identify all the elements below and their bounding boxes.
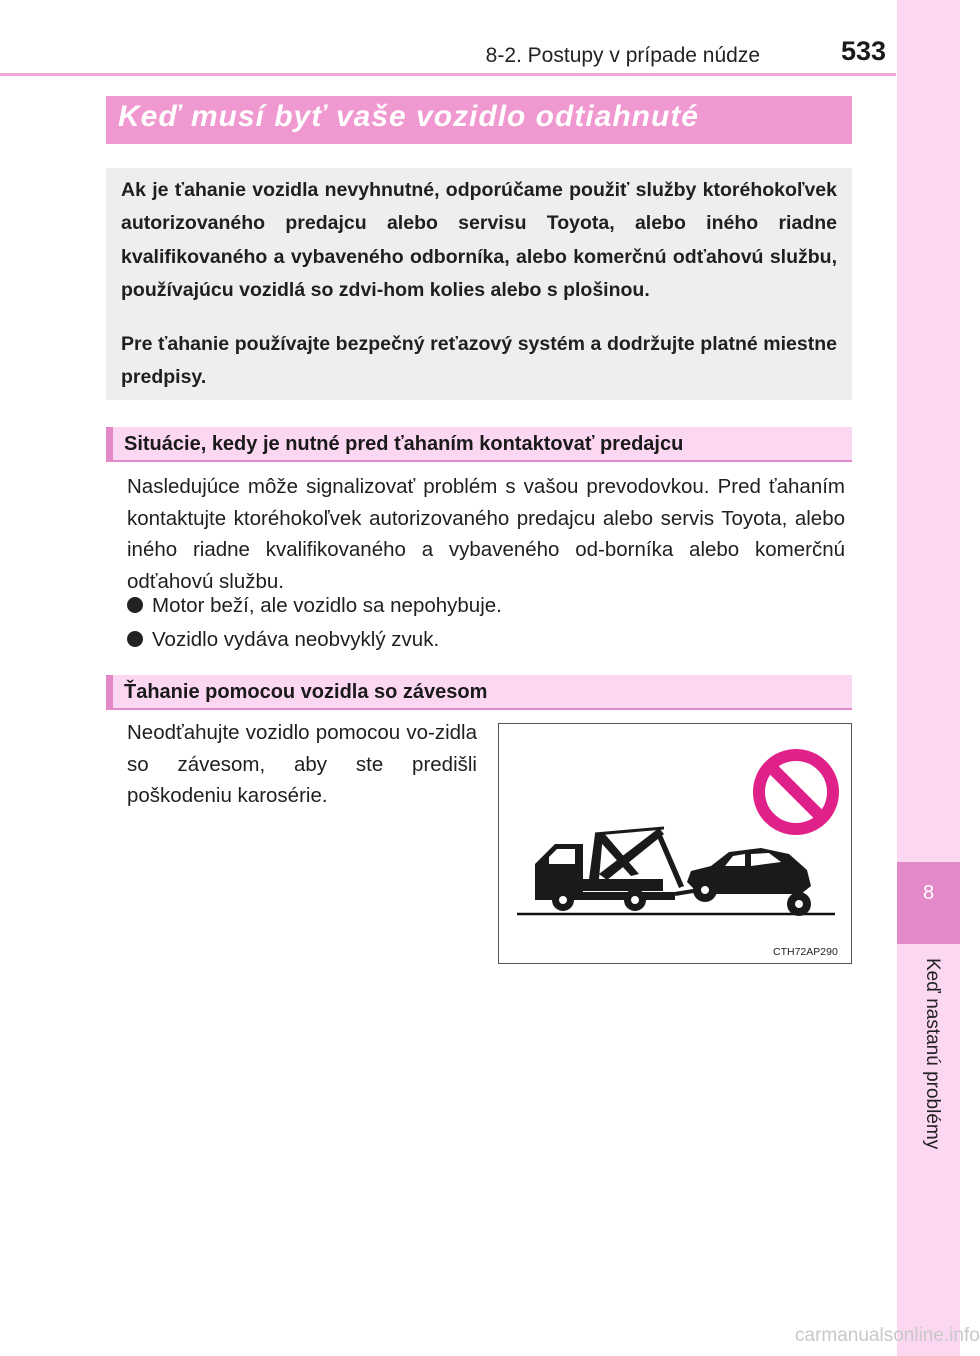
car-icon <box>687 848 811 916</box>
chapter-label: Keď nastanú problémy <box>922 958 943 1150</box>
subheading-accent-bar <box>106 675 113 710</box>
watermark: carmanualsonline.info <box>795 1325 980 1346</box>
subheading-underline <box>106 708 852 710</box>
header-rule <box>0 73 896 76</box>
bullet-icon <box>127 597 143 613</box>
body-paragraph: Nasledujúce môže signalizovať problém s vašou prevodovkou. Pred ťahaním kontaktujte ktoréhokoľvek autorizovaného predajcu alebo servis Toyota, alebo iného riadne kvalifikovaného a vybaveného od-borníka alebo komerčnú odťahovú službu. <box>127 475 845 593</box>
bullet-icon <box>127 631 143 647</box>
section-heading: Situácie, kedy je nutné pred ťahaním kontaktovať predajcu <box>124 433 684 455</box>
prohibition-icon <box>759 755 833 829</box>
tow-truck-icon <box>535 828 699 911</box>
list-item <box>127 628 439 652</box>
list-item-text: Vozidlo vydáva neobvyklý zvuk. <box>152 628 440 651</box>
body-paragraph: Neodťahujte vozidlo pomocou vo-zidla so závesom, aby ste predišli poškodeniu karosérie. <box>127 721 477 808</box>
running-header-section-title: 8-2. Postupy v prípade núdze <box>485 44 760 67</box>
figure-code: CTH72AP290 <box>773 946 838 958</box>
towing-illustration <box>498 723 852 964</box>
subheading-underline <box>106 460 852 462</box>
intro-paragraph: Pre ťahanie používajte bezpečný reťazový systém a dodržujte platné miestne predpisy. <box>121 333 837 389</box>
page-number: 533 <box>840 36 886 66</box>
subheading-accent-bar <box>106 427 113 462</box>
list-item-text: Motor beží, ale vozidlo sa nepohybuje. <box>152 594 502 617</box>
wheel-lift-tow-truck-illustration <box>499 724 851 963</box>
intro-paragraph: Ak je ťahanie vozidla nevyhnutné, odporúčame použiť služby ktoréhokoľvek autorizovaného predajcu alebo servisu Toyota, alebo iného riadne kvalifikovaného a vybaveného odborníka, alebo komerčnú odťahovú službu, používajúcu vozidlá so zdvi-hom kolies alebo s plošinou. <box>121 179 837 302</box>
page-title: Keď musí byť vaše vozidlo odtiahnuté <box>118 100 699 133</box>
list-item <box>127 594 502 618</box>
section-heading: Ťahanie pomocou vozidla so závesom <box>124 681 488 703</box>
chapter-number: 8 <box>922 882 935 904</box>
